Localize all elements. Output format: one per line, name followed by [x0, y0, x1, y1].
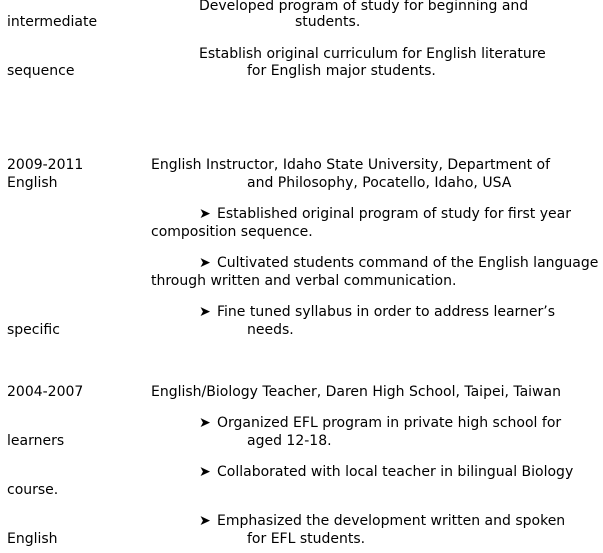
bullet-item: [199, 463, 573, 481]
arrow-bullet-icon: ➤: [199, 255, 211, 271]
job-title-cont: and Philosophy, Pocatello, Idaho, USA: [247, 175, 512, 191]
bullet-text: Developed program of study for beginning and: [199, 0, 529, 14]
bullet-text: through written and verbal communication.: [151, 273, 457, 289]
wrapped-word: intermediate: [7, 14, 98, 30]
bullet-text: Established original program of study for first year: [217, 206, 571, 222]
wrapped-word: course.: [7, 482, 59, 498]
wrapped-word: English: [7, 531, 58, 547]
bullet-text: needs.: [247, 322, 294, 338]
wrapped-word: sequence: [7, 63, 75, 79]
job-title: English Instructor, Idaho State University, Department of: [151, 157, 550, 173]
bullet-text: Collaborated with local teacher in bilingual Biology: [217, 464, 574, 480]
arrow-bullet-icon: ➤: [199, 415, 211, 431]
arrow-bullet-icon: ➤: [199, 206, 211, 222]
bullet-text: Emphasized the development written and spoken: [217, 513, 566, 529]
bullet-item: [199, 303, 555, 321]
bullet-text: aged 12-18.: [247, 433, 332, 449]
bullet-text: for EFL students.: [247, 531, 366, 547]
wrapped-word: specific: [7, 322, 60, 338]
job-dates: 2004-2007: [7, 384, 84, 400]
bullet-item: [199, 205, 571, 223]
arrow-bullet-icon: ➤: [199, 464, 211, 480]
job-title: English/Biology Teacher, Daren High School, Taipei, Taiwan: [151, 384, 561, 400]
bullet-item: [199, 254, 598, 272]
bullet-text: for English major students.: [247, 63, 436, 79]
arrow-bullet-icon: ➤: [199, 513, 211, 529]
arrow-bullet-icon: ➤: [199, 304, 211, 320]
job-dates: 2009-2011: [7, 157, 84, 173]
bullet-text: composition sequence.: [151, 224, 313, 240]
bullet-text: Organized EFL program in private high school for: [217, 415, 562, 431]
bullet-text: students.: [295, 14, 361, 30]
bullet-text: Establish original curriculum for English literature: [199, 46, 546, 62]
wrapped-word: English: [7, 175, 58, 191]
bullet-item: [199, 414, 561, 432]
bullet-item: [199, 512, 565, 530]
bullet-text: Fine tuned syllabus in order to address learner’s: [217, 304, 556, 320]
bullet-text: Cultivated students command of the English language: [217, 255, 599, 271]
wrapped-word: learners: [7, 433, 65, 449]
